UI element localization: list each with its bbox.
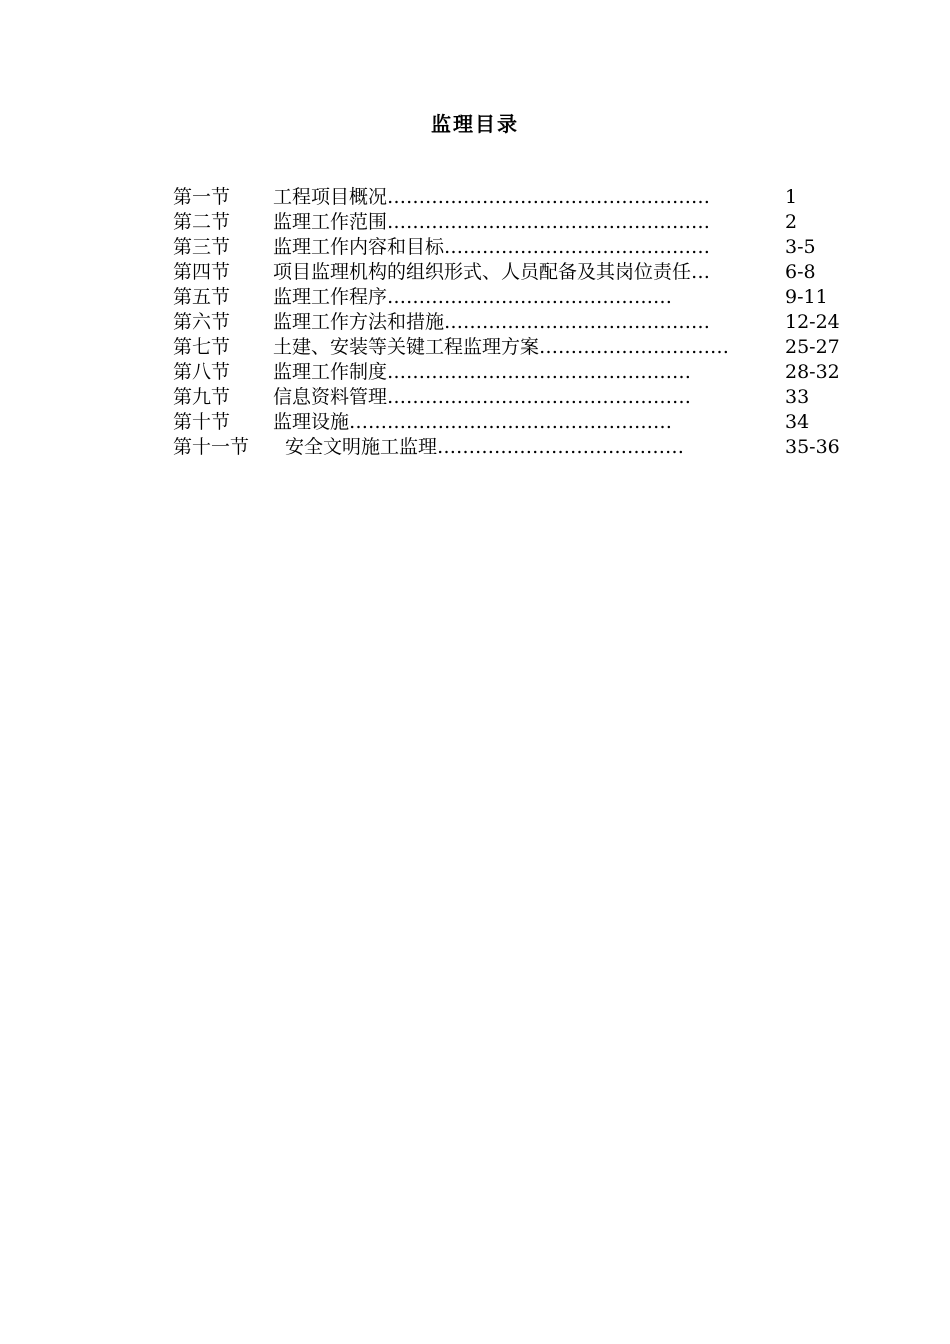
toc-section-title — [273, 310, 710, 335]
toc-page-range: 6-8 — [785, 261, 816, 283]
toc-page-range: 25-27 — [785, 336, 840, 358]
toc-section-title — [273, 235, 710, 260]
toc-page-range: 35-36 — [785, 436, 840, 458]
toc-dot-leader: …………………………………… — [444, 236, 711, 258]
toc-section-title — [273, 385, 691, 410]
toc-title-text: 监理工作程序 — [273, 286, 388, 308]
toc-title-text: 监理工作方法和措施 — [273, 311, 445, 333]
toc-section-title — [273, 360, 691, 385]
toc-section-number: 第二节 — [173, 211, 231, 233]
toc-page-range: 34 — [785, 411, 810, 433]
toc-page-range: 1 — [785, 186, 798, 208]
toc-title-text: 安全文明施工监理 — [285, 436, 438, 458]
toc-dot-leader: … — [691, 261, 711, 283]
toc-title-text: 工程项目概况 — [273, 186, 388, 208]
toc-page-range: 3-5 — [785, 236, 816, 258]
toc-section-title — [285, 435, 684, 460]
toc-section-number: 第十节 — [173, 411, 231, 433]
toc-row — [173, 285, 833, 310]
toc-page-range: 33 — [785, 386, 810, 408]
toc-row — [173, 185, 833, 210]
toc-dot-leader: …………………………………………… — [387, 211, 711, 233]
toc-section-title — [273, 185, 710, 210]
toc-title-text: 信息资料管理 — [273, 386, 388, 408]
toc-dot-leader: ………………………………… — [437, 436, 685, 458]
toc-dot-leader: ……………………………………… — [387, 286, 673, 308]
toc-section-number: 第八节 — [173, 361, 231, 383]
toc-section-number: 第十一节 — [173, 436, 250, 458]
toc-section-number: 第四节 — [173, 261, 231, 283]
toc-title-text: 监理设施 — [273, 411, 350, 433]
toc-title-text: 监理工作制度 — [273, 361, 388, 383]
toc-title-text: 项目监理机构的组织形式、人员配备及其岗位责任 — [273, 261, 692, 283]
toc-page-range: 28-32 — [785, 361, 840, 383]
toc-title-text: 土建、安装等关键工程监理方案 — [273, 336, 540, 358]
toc-dot-leader: …………………………………………… — [387, 186, 711, 208]
toc-section-number: 第三节 — [173, 236, 231, 258]
toc-page-range: 9-11 — [785, 286, 828, 308]
toc-page-range: 2 — [785, 211, 798, 233]
toc-section-title — [273, 210, 710, 235]
table-of-contents — [173, 185, 840, 460]
toc-section-title — [273, 285, 672, 310]
toc-row — [173, 210, 833, 235]
toc-row — [173, 335, 840, 360]
toc-dot-leader: ………………………………………… — [387, 361, 692, 383]
toc-section-number: 第一节 — [173, 186, 231, 208]
toc-row — [173, 310, 840, 335]
toc-title-text: 监理工作范围 — [273, 211, 388, 233]
toc-dot-leader: ………………………… — [539, 336, 730, 358]
toc-dot-leader: …………………………………………… — [349, 411, 673, 433]
toc-row — [173, 385, 833, 410]
toc-dot-leader: …………………………………… — [444, 311, 711, 333]
toc-section-number: 第五节 — [173, 286, 231, 308]
toc-page-range: 12-24 — [785, 311, 840, 333]
toc-section-title — [273, 335, 729, 360]
toc-section-number: 第七节 — [173, 336, 231, 358]
toc-section-title — [273, 260, 710, 285]
toc-row — [173, 260, 833, 285]
toc-row — [173, 435, 840, 460]
toc-title-text: 监理工作内容和目标 — [273, 236, 445, 258]
toc-row — [173, 410, 833, 435]
toc-row — [173, 235, 833, 260]
toc-section-number: 第九节 — [173, 386, 231, 408]
page-title: 监理目录 — [431, 112, 519, 136]
toc-dot-leader: ………………………………………… — [387, 386, 692, 408]
toc-section-number: 第六节 — [173, 311, 231, 333]
toc-section-title — [273, 410, 672, 435]
toc-row — [173, 360, 840, 385]
